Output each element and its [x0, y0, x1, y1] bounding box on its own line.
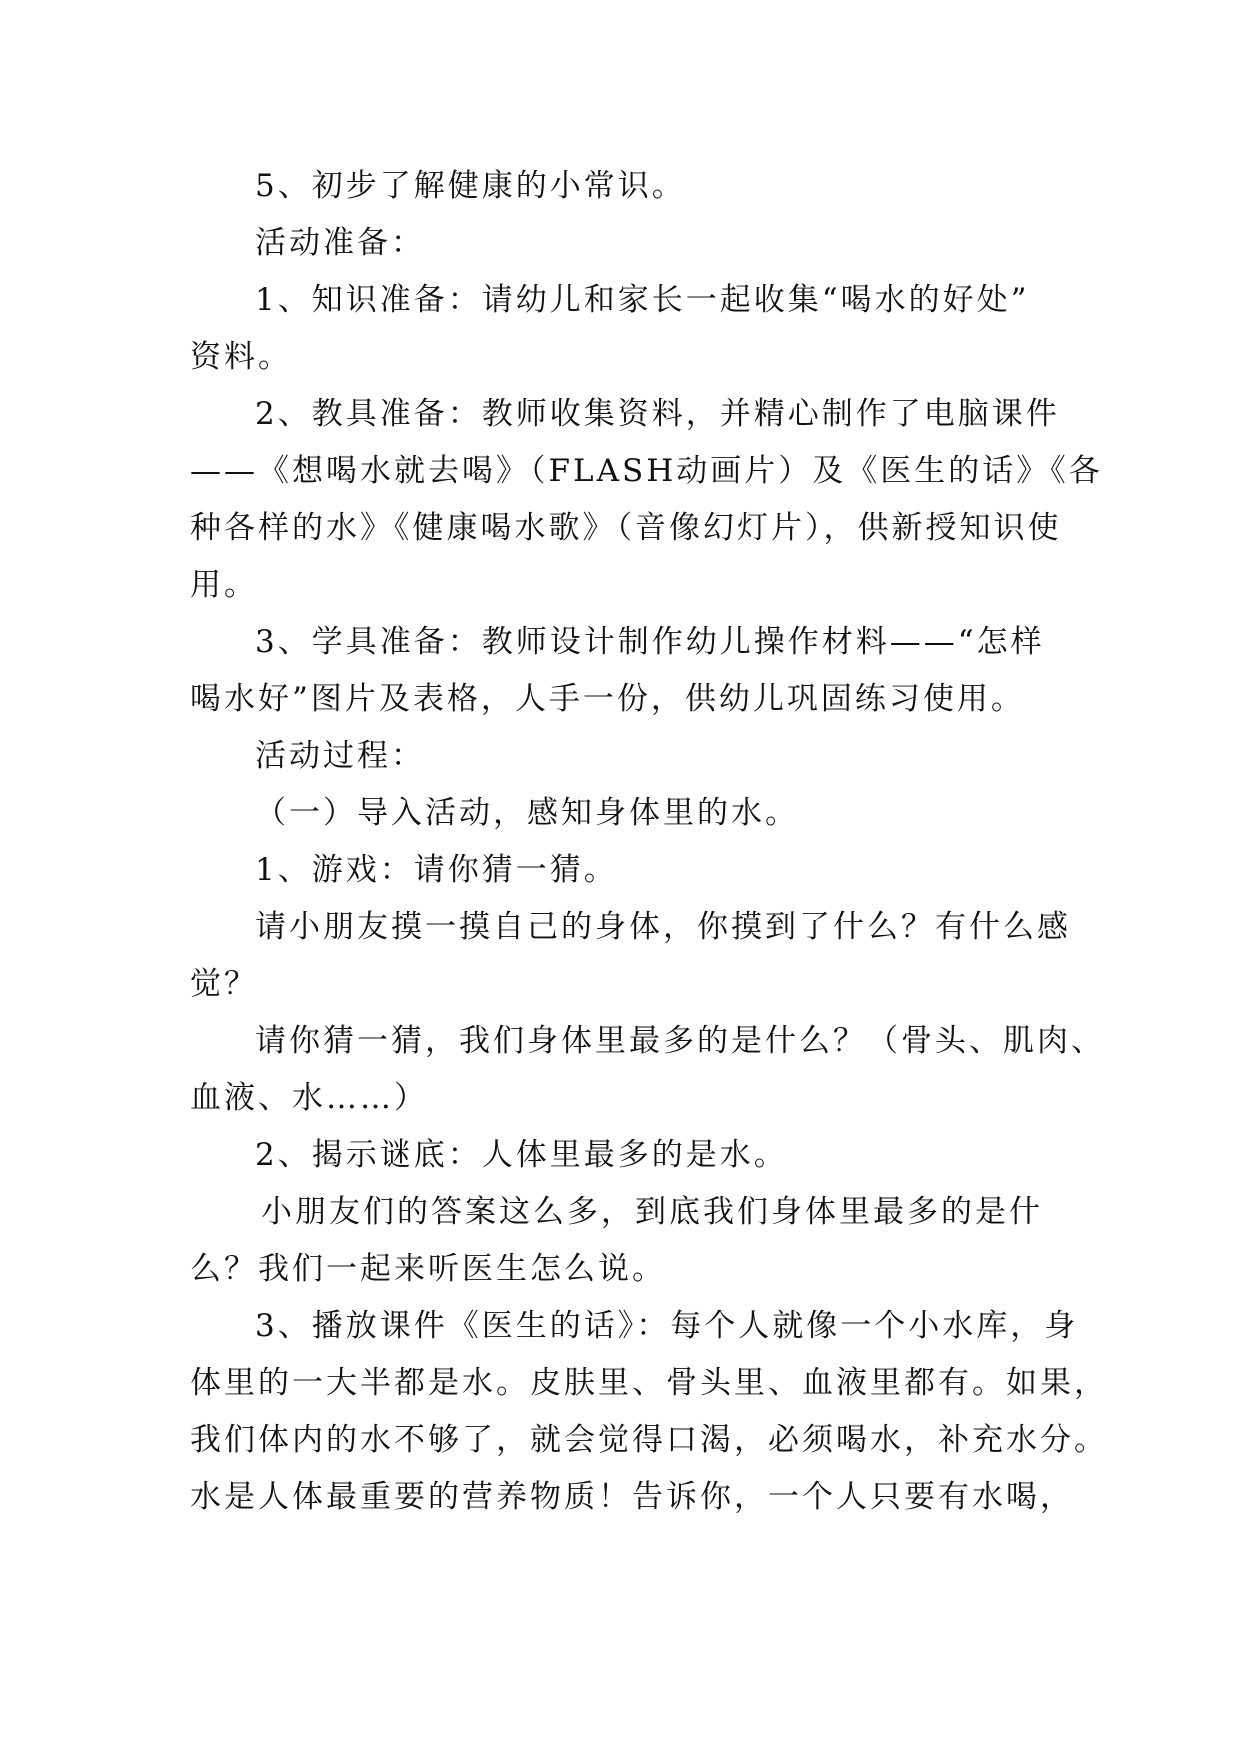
text-line: 1、游戏：请你猜一猜。 — [255, 852, 618, 888]
text-line: 觉？ — [190, 966, 258, 1002]
text-line: 我们体内的水不够了，就会觉得口渴，必须喝水，补充水分。 — [190, 1422, 1108, 1458]
text-line: 种各样的水》《健康喝水歌》（音像幻灯片），供新授知识使 — [190, 510, 1062, 546]
text-line: 资料。 — [190, 339, 292, 375]
text-line: 体里的一大半都是水。皮肤里、骨头里、血液里都有。如果， — [190, 1365, 1108, 1401]
text-line: 血液、水……） — [190, 1080, 428, 1116]
text-line: （一）导入活动，感知身体里的水。 — [255, 795, 799, 831]
text-line: 活动准备： — [255, 225, 425, 261]
text-line: 活动过程： — [255, 738, 425, 774]
text-line: 水是人体最重要的营养物质！告诉你，一个人只要有水喝， — [190, 1479, 1074, 1515]
text-line: 3、学具准备：教师设计制作幼儿操作材料——“怎样 — [255, 624, 1045, 660]
text-line: 么？我们一起来听医生怎么说。 — [190, 1251, 666, 1287]
text-line: ——《想喝水就去喝》（FLASH动画片）及《医生的话》《各 — [190, 453, 1103, 489]
text-line: 喝水好”图片及表格，人手一份，供幼儿巩固练习使用。 — [190, 681, 1025, 717]
text-line: 3、播放课件《医生的话》：每个人就像一个小水库，身 — [255, 1308, 1079, 1344]
text-line: 5、初步了解健康的小常识。 — [255, 168, 686, 204]
text-line: 2、教具准备：教师收集资料，并精心制作了电脑课件 — [255, 396, 1060, 432]
text-line: 请你猜一猜，我们身体里最多的是什么？（骨头、肌肉、 — [255, 1023, 1105, 1059]
text-line: 2、揭示谜底：人体里最多的是水。 — [255, 1137, 788, 1173]
text-line: 请小朋友摸一摸自己的身体，你摸到了什么？有什么感 — [255, 909, 1071, 945]
text-line: 用。 — [190, 567, 258, 603]
text-line: 1、知识准备：请幼儿和家长一起收集“喝水的好处” — [255, 282, 1030, 318]
text-line: 小朋友们的答案这么多，到底我们身体里最多的是什 — [261, 1194, 1043, 1230]
